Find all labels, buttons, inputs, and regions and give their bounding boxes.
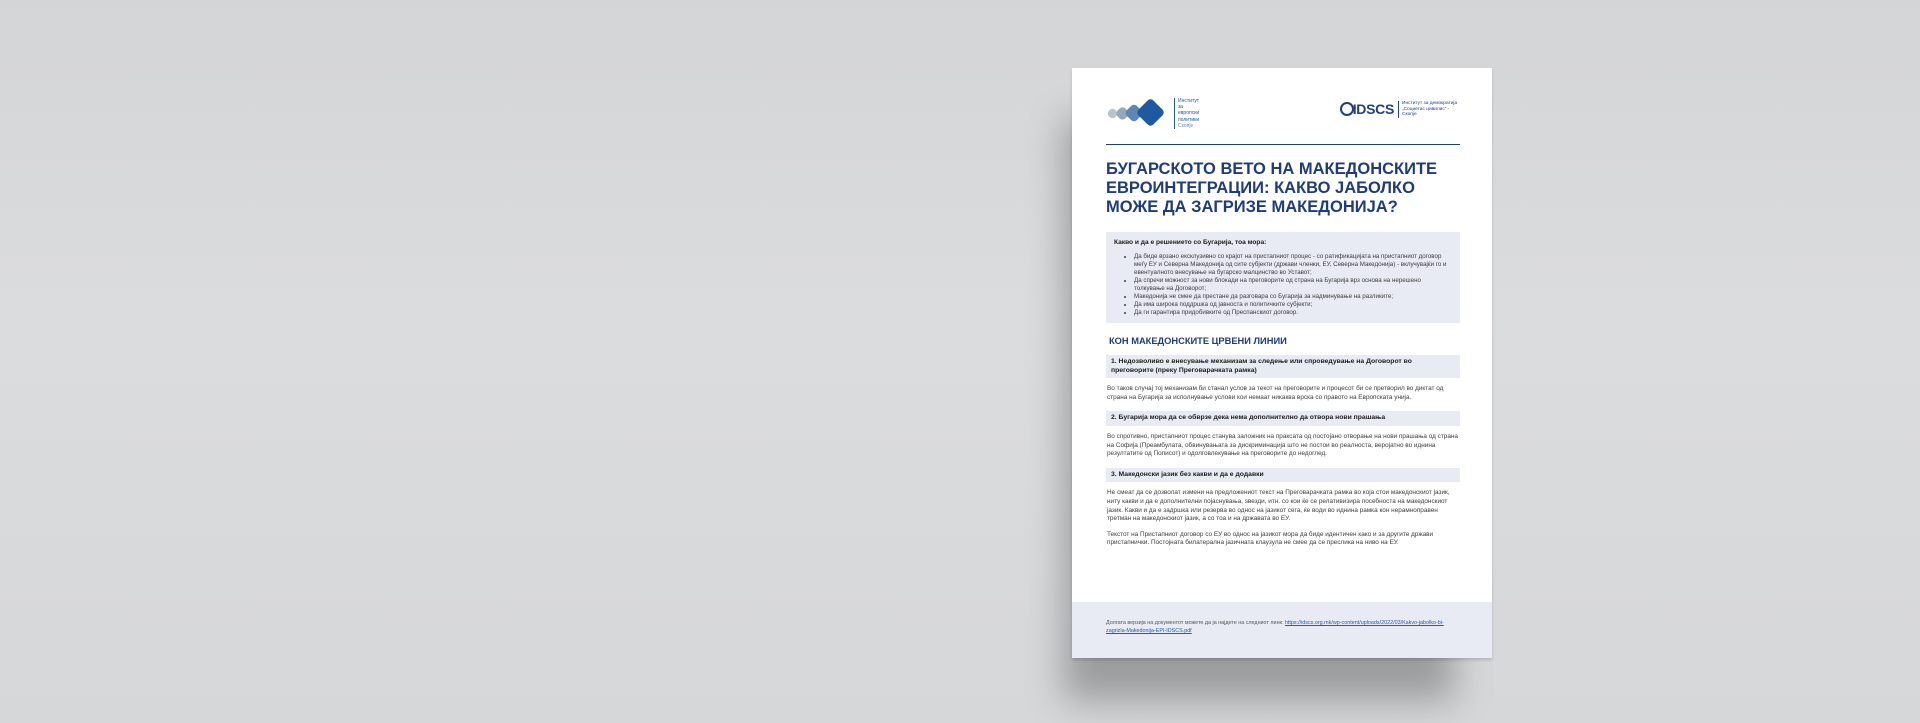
document-link[interactable]: https://idscs.org.mk/wp-content/uploads/2022/03/Kakvo-jabolko-bi-zagrizla-Makedonija-EPI-IDSCS.pdf — [1106, 620, 1444, 634]
idscs-name — [1398, 101, 1458, 118]
paragraph: Не смеат да се дозволат измени на предложениот текст на Преговарачката рамка во која стои македонскиот јазик, ниту какви и да е дополнителни појаснувања, ѕвезди, итн. со кои ќе се релативизира посебноста на македонскиот јазик. Какви и да е задршка или резерва во однос на јазикот сега, ќе води во иднина рамка кон нерамноправен третман на македонскиот јазик, а со тоа и на државата во ЕУ. — [1107, 489, 1450, 523]
institute-line: за — [1178, 104, 1184, 111]
header-rule — [1106, 144, 1460, 145]
paragraph: Во спротивно, пристапниот процес станува заложник на праксата од постојано отворање на нови прашања од страна на Софија (Преамбулата, обвинувањата за дискриминација што не постои во реалноста, веројатно во иднина резултатите од Пописот) и одолговлекување на преговорите до недоглед. — [1107, 432, 1458, 458]
paragraph: Во таков случај тој механизам би станал услов за текот на преговорите и процесот би се претворил во диктат од страна на Бугарија за исполнување услови кои немаат никаква врска со правото на Европската унија. — [1107, 385, 1444, 401]
list-item: • Да ги гарантира придобивките од Преспанскиот договор. — [1134, 309, 1452, 317]
summary-heading: Какво и да е решението со Бугарија, тоа мора: — [1114, 239, 1267, 246]
list-item: • Да биде врзано ексклузивно со крајот на пристапниот процес - со ратификацијата на пристапниот договор меѓу ЕУ и Северна Македонија од сите субјекти (држави членки, ЕУ, Северна Македонија) - вклучувајќи го и евентуалното внесување на бугарско малцинство во Уставот; — [1134, 253, 1452, 277]
institute-line: Институт — [1178, 98, 1200, 104]
institute-city: Скопје — [1178, 122, 1194, 129]
european-policy-institute-logo — [1106, 98, 1214, 129]
idscs-name-line: Институт за демократија — [1402, 101, 1458, 106]
footer-text — [1106, 619, 1456, 635]
idscs-name-line: „Социетас цивилис“ - Скопје — [1402, 106, 1450, 118]
summary-list — [1114, 253, 1452, 317]
idscs-acronym: IDSCS — [1352, 101, 1394, 118]
page-content — [1106, 98, 1460, 548]
logo-row — [1106, 98, 1460, 140]
document-page — [1072, 68, 1492, 658]
subsection-heading-2: 2. Бугарија мора да се обврзе дека нема дополнително да отвора нови прашања — [1106, 411, 1460, 426]
institute-line: политики — [1178, 116, 1200, 123]
document-title: БУГАРСКОТО ВЕТО НА МАКЕДОНСКИТЕ ЕВРОИНТЕГРАЦИИ: КАКВО ЈАБОЛКО МОЖЕ ДА ЗАГРИЗЕ МАКЕДОНИЈА? — [1106, 160, 1438, 216]
list-item: • Македонија не смее да престане да разговара со Бугарија за надминување на разликите; — [1134, 293, 1452, 301]
paragraph: Текстот на Пристапниот договор со ЕУ во однос на јазикот мора да биде идентичен како и за другите држави пристапнички. Постојната билатерална јазичната клаузула не смее да се пресликa на ниво на ЕУ. — [1107, 530, 1434, 547]
footer-label: Долгата верзија на документот можете да ја најдете на следниот линк: — [1106, 620, 1284, 626]
list-item: • Да спречи можност за нови блокади на преговорите од страна на Бугарија врз основа на нерешено толкување на Договорот; — [1134, 277, 1452, 293]
section-heading: КОН МАКЕДОНСКИТЕ ЦРВЕНИ ЛИНИИ — [1109, 336, 1287, 346]
idscs-logo — [1340, 101, 1458, 118]
list-item: • Да има широка поддршка од јавноста и политичките субјекти; — [1134, 301, 1452, 309]
subsection-heading-1: 1. Недозволиво е внесување механизам за следење или спроведување на Договорот во преговорите (преку Преговарачката рамка) — [1106, 355, 1460, 378]
institute-name — [1174, 98, 1214, 129]
document-footer — [1072, 602, 1492, 658]
institute-line: европски — [1178, 110, 1200, 117]
idscs-mark — [1340, 101, 1394, 117]
diamond-logo-icon — [1106, 98, 1170, 128]
ring-icon — [1340, 102, 1354, 116]
summary-box — [1106, 232, 1460, 323]
subsection-heading-3: 3. Македонски јазик без какви и да е додавки — [1106, 468, 1460, 483]
